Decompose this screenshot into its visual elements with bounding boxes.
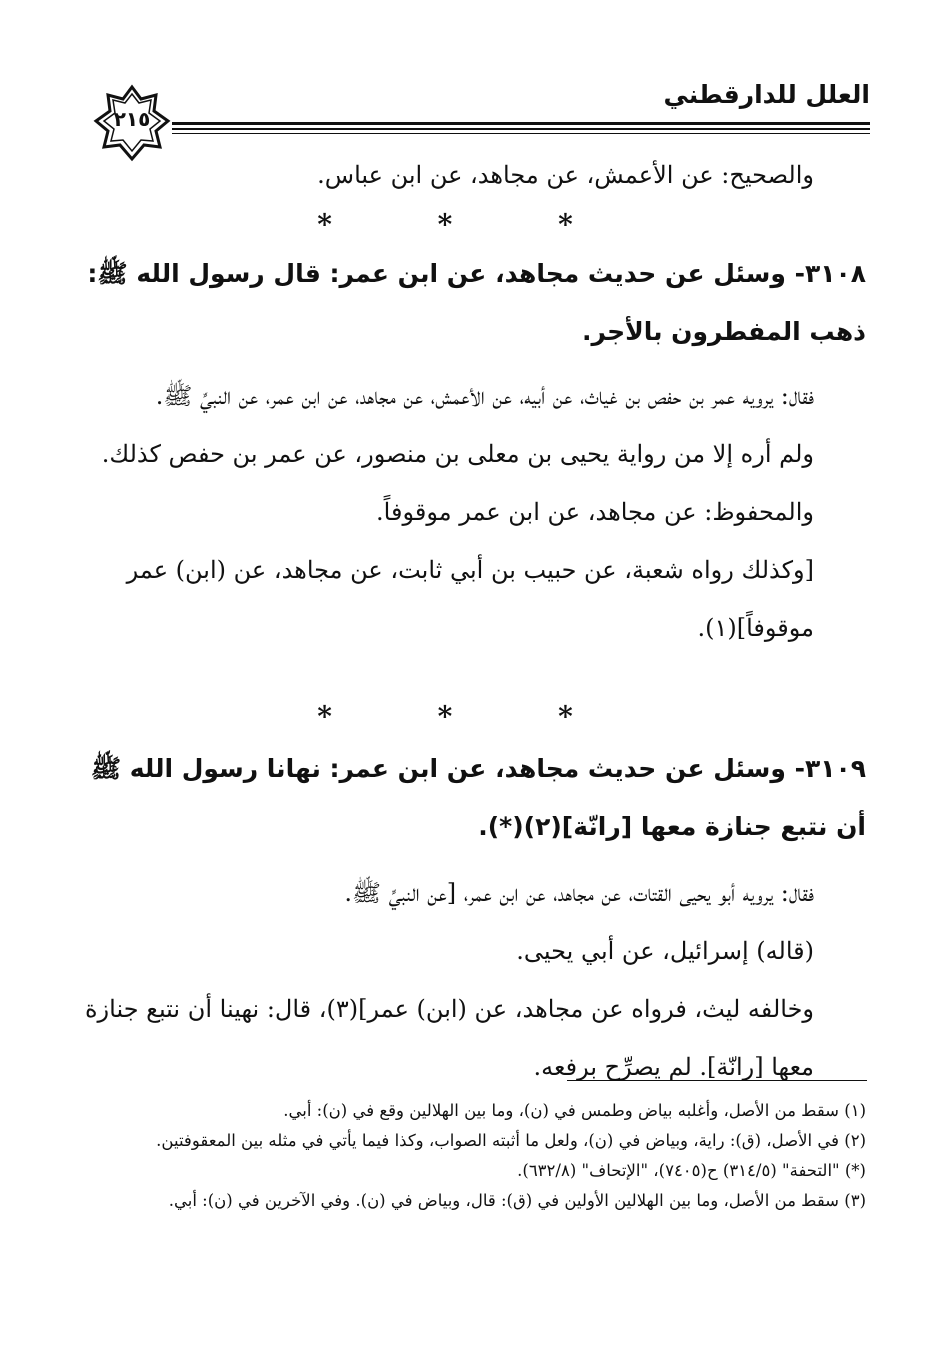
footnote: (١) سقط من الأصل، وأغلبه بياض وطمس في (ن)، وما بين الهلالين وقع في (ن): أبي. [283, 1101, 866, 1120]
section-separator: * * * [317, 700, 621, 733]
page-header [92, 72, 870, 152]
header-rule [172, 128, 870, 130]
book-title: العلل للدارقطني [663, 80, 870, 109]
paragraph: فقال: يرويه عمر بن حفص بن غياث، عن أبيه، عن الأعمش، عن مجاهد، عن ابن عمر، عن النبيِّ ﷺ. [155, 382, 814, 410]
paragraph: [وكذلك رواه شعبة، عن حبيب بن أبي ثابت، عن مجاهد، عن (ابن) عمر موقوفاً](١). [126, 556, 814, 642]
section-separator: * * * [317, 208, 621, 241]
paragraph: (قاله) إسرائيل، عن أبي يحيى. [516, 937, 814, 965]
footnotes [66, 1096, 866, 1216]
entry-heading: ٣١٠٩- وسئل عن حديث مجاهد، عن ابن عمر: نهانا رسول الله ﷺ أن نتبع جنازة معها [رانّة](٢)(*). [90, 754, 866, 841]
footnote: (*) "التحفة" (٣١٤/٥) ح(٧٤٠٥)، "الإتحاف" (٦٣٢/٨). [517, 1161, 866, 1180]
page-number: ٢١٥ [113, 107, 151, 131]
paragraph: ولم أره إلا من رواية يحيى بن معلى بن منصور، عن عمر بن حفص كذلك. [101, 440, 814, 468]
entry-heading: ٣١٠٨- وسئل عن حديث مجاهد، عن ابن عمر: قال رسول الله ﷺ: ذهب المفطرون بالأجر. [87, 259, 866, 346]
header-rule [172, 133, 870, 134]
paragraph: فقال: يرويه أبو يحيى القتات، عن مجاهد، عن ابن عمر، [عن النبيِّ ﷺ. [344, 879, 814, 907]
footnote: (٣) سقط من الأصل، وما بين الهلالين الأولين في (ق): قال، وبياض في (ن). وفي الآخرين في (ن): أبي. [168, 1191, 866, 1210]
entry-3109 [71, 740, 866, 1096]
footnote-separator [567, 1080, 867, 1081]
entry-3108 [71, 245, 866, 657]
paragraph: والصحيح: عن الأعمش، عن مجاهد، عن ابن عباس. [317, 161, 814, 189]
paragraph: والمحفوظ: عن مجاهد، عن ابن عمر موقوفاً. [376, 498, 814, 526]
paragraph: وخالفه ليث، فرواه عن مجاهد، عن (ابن) عمر](٣)، قال: نهينا أن نتبع جنازة معها [رانّة]. لم يصرِّح برفعه. [84, 995, 814, 1081]
footnote: (٢) في الأصل، (ق): راية، وبياض في (ن)، ولعل ما أثبته الصواب، وكذا فيما يأتي في مثله بين المعقوفتين. [156, 1131, 866, 1150]
header-rule [172, 122, 870, 125]
section-conclusion [71, 146, 866, 204]
